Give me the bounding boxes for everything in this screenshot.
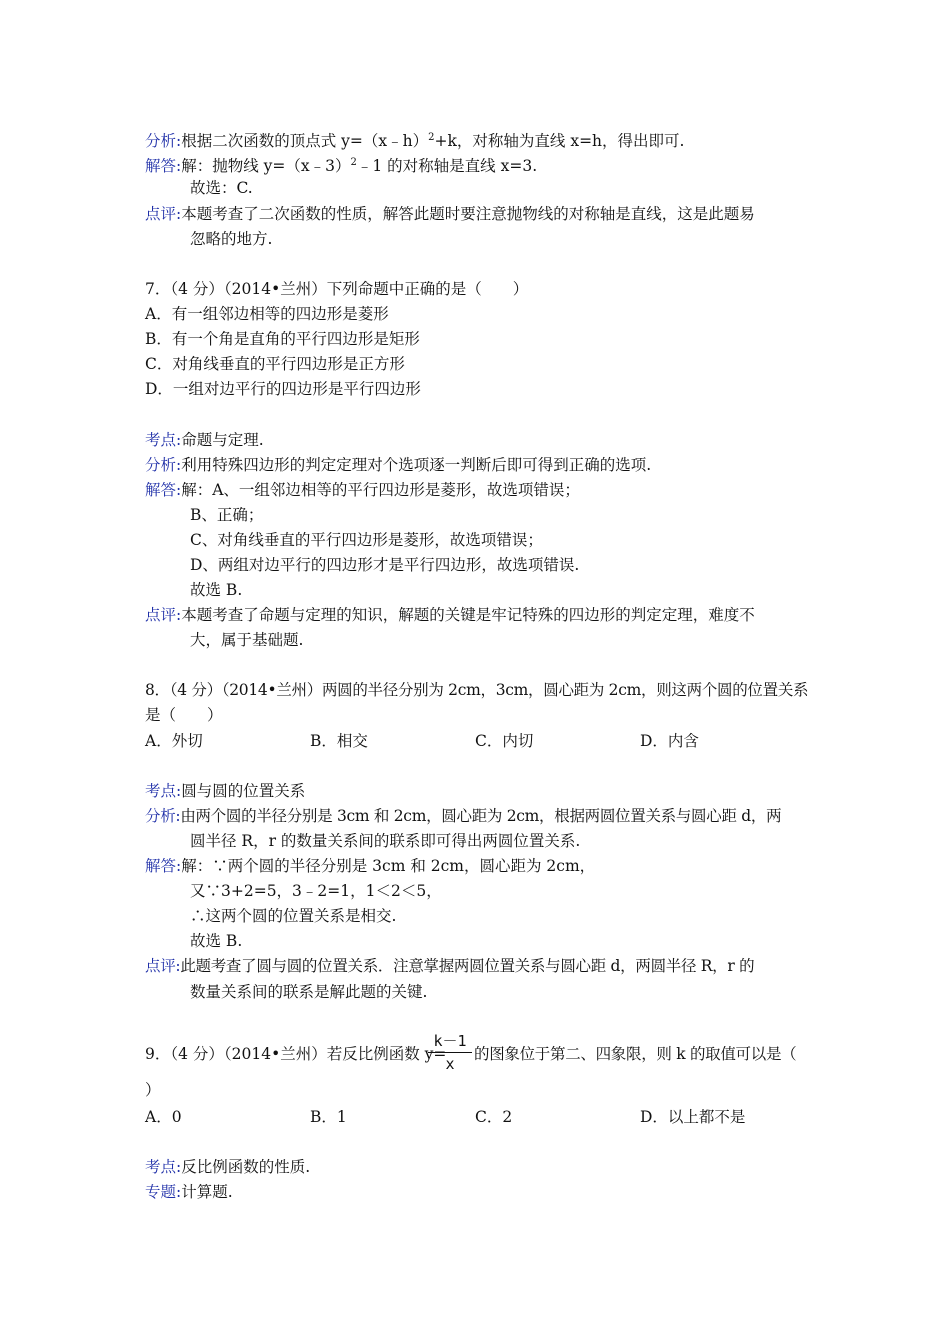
q7-keypoint: 命题与定理. bbox=[181, 431, 264, 449]
q7-answer-0: 解：A、一组邻边相等的平行四边形是菱形，故选项错误； bbox=[181, 481, 580, 499]
q9-stem-2: ） bbox=[145, 1081, 161, 1099]
q7-stem: 7．（4 分）（2014•兰州）下列命题中正确的是（ ） bbox=[145, 280, 529, 298]
q7-answer-2: C、对角线垂直的平行四边形是菱形，故选项错误； bbox=[190, 531, 543, 549]
comment-label: 点评: bbox=[145, 606, 182, 624]
q7-option-a: A．有一组邻边相等的四边形是菱形 bbox=[145, 305, 389, 323]
q9-option-c: C．2 bbox=[475, 1108, 513, 1126]
q7-comment-line bbox=[145, 605, 755, 625]
q7-comment-2: 大，属于基础题. bbox=[190, 631, 304, 649]
q8-analysis-line bbox=[145, 806, 781, 826]
q6-answer-b: ﹣1 的对称轴是直线 x=3. bbox=[356, 157, 538, 175]
q6-analysis-b: +k，对称轴为直线 x=h，得出即可. bbox=[434, 132, 685, 150]
keypoint-label: 考点: bbox=[145, 431, 182, 449]
q9-frac-denominator: x bbox=[445, 1055, 455, 1073]
q8-stem-1: 8．（4 分）（2014•兰州）两圆的半径分别为 2cm，3cm，圆心距为 2cm，则这两个圆的位置关系 bbox=[145, 681, 809, 699]
q8-keypoint: 圆与圆的位置关系 bbox=[181, 782, 306, 800]
q7-answer-1: B、正确； bbox=[190, 506, 264, 524]
q9-frac-numerator: k－1 bbox=[433, 1032, 467, 1050]
q8-comment-1: 此题考查了圆与圆的位置关系．注意掌握两圆位置关系与圆心距 d，两圆半径 R，r 的 bbox=[180, 957, 755, 975]
q8-analysis-1: 由两个圆的半径分别是 3cm 和 2cm，圆心距为 2cm，根据两圆位置关系与圆心距 d，两 bbox=[180, 807, 782, 825]
q6-answer-a: 解：抛物线 y=（x﹣3） bbox=[181, 157, 351, 175]
answer-label: 解答: bbox=[145, 481, 182, 499]
q7-option-c: C．对角线垂直的平行四边形是正方形 bbox=[145, 355, 405, 373]
q8-answer-0: 解：∵两个圆的半径分别是 3cm 和 2cm，圆心距为 2cm， bbox=[181, 857, 596, 875]
q9-topic-line bbox=[145, 1182, 233, 1202]
q6-answer-sup: 2 bbox=[350, 157, 357, 168]
q8-answer-line bbox=[145, 856, 595, 876]
analysis-label: 分析: bbox=[145, 456, 182, 474]
q6-answer-line bbox=[145, 153, 537, 176]
q8-answer-1: 又∵3+2=5，3﹣2=1，1＜2＜5， bbox=[190, 882, 442, 900]
q9-stem-b: 的图象位于第二、四象限，则 k 的取值可以是（ bbox=[474, 1045, 797, 1063]
q9-stem-a: 9．（4 分）（2014•兰州）若反比例函数 y= bbox=[145, 1045, 447, 1063]
q7-answer-4: 故选 B. bbox=[190, 581, 243, 599]
q9-frac-bar bbox=[428, 1052, 472, 1053]
keypoint-label: 考点: bbox=[145, 782, 182, 800]
q8-answer-2: ∴这两个圆的位置关系是相交. bbox=[190, 907, 397, 925]
keypoint-label: 考点: bbox=[145, 1158, 182, 1176]
q6-analysis-a: 根据二次函数的顶点式 y=（x﹣h） bbox=[181, 132, 429, 150]
q8-option-c: C．内切 bbox=[475, 732, 534, 750]
q8-analysis-2: 圆半径 R，r 的数量关系间的联系即可得出两圆位置关系. bbox=[190, 832, 581, 850]
q7-analysis-line bbox=[145, 455, 651, 475]
q9-keypoint-line bbox=[145, 1157, 310, 1177]
answer-label: 解答: bbox=[145, 857, 182, 875]
q7-option-b: B．有一个角是直角的平行四边形是矩形 bbox=[145, 330, 420, 348]
comment-label: 点评: bbox=[145, 957, 181, 975]
q8-keypoint-line bbox=[145, 781, 305, 801]
q9-option-b: B．1 bbox=[310, 1108, 347, 1126]
answer-label: 解答: bbox=[145, 157, 182, 175]
q9-option-d: D．以上都不是 bbox=[640, 1108, 746, 1126]
q8-comment-2: 数量关系间的联系是解此题的关键. bbox=[190, 983, 428, 1001]
q7-keypoint-line bbox=[145, 430, 264, 450]
q6-comment-2: 忽略的地方. bbox=[190, 230, 273, 248]
q6-comment-1: 本题考查了二次函数的性质，解答此题时要注意抛物线的对称轴是直线，这是此题易 bbox=[181, 205, 755, 223]
q6-analysis-line bbox=[145, 128, 684, 151]
q7-answer-line bbox=[145, 480, 580, 500]
topic-label: 专题: bbox=[145, 1183, 182, 1201]
q6-choice: 故选：C. bbox=[190, 179, 253, 197]
q9-option-a: A．0 bbox=[145, 1108, 182, 1126]
q8-option-b: B．相交 bbox=[310, 732, 368, 750]
q8-stem-2: 是（ ） bbox=[145, 706, 223, 724]
q7-option-d: D．一组对边平行的四边形是平行四边形 bbox=[145, 380, 421, 398]
q8-option-d: D．内含 bbox=[640, 732, 699, 750]
q6-comment-line bbox=[145, 204, 755, 224]
q9-keypoint: 反比例函数的性质. bbox=[181, 1158, 311, 1176]
q9-fraction bbox=[428, 1030, 472, 1076]
q8-option-a: A．外切 bbox=[145, 732, 203, 750]
q7-answer-3: D、两组对边平行的四边形才是平行四边形，故选项错误. bbox=[190, 556, 580, 574]
comment-label: 点评: bbox=[145, 205, 182, 223]
q7-comment-1: 本题考查了命题与定理的知识，解题的关键是牢记特殊的四边形的判定定理，难度不 bbox=[181, 606, 755, 624]
q6-analysis-sup: 2 bbox=[428, 132, 435, 143]
q8-answer-3: 故选 B. bbox=[190, 932, 243, 950]
q7-analysis: 利用特殊四边形的判定定理对个选项逐一判断后即可得到正确的选项. bbox=[181, 456, 652, 474]
analysis-label: 分析: bbox=[145, 807, 181, 825]
analysis-label: 分析: bbox=[145, 132, 182, 150]
q8-comment-line bbox=[145, 956, 754, 976]
q9-topic: 计算题. bbox=[181, 1183, 233, 1201]
